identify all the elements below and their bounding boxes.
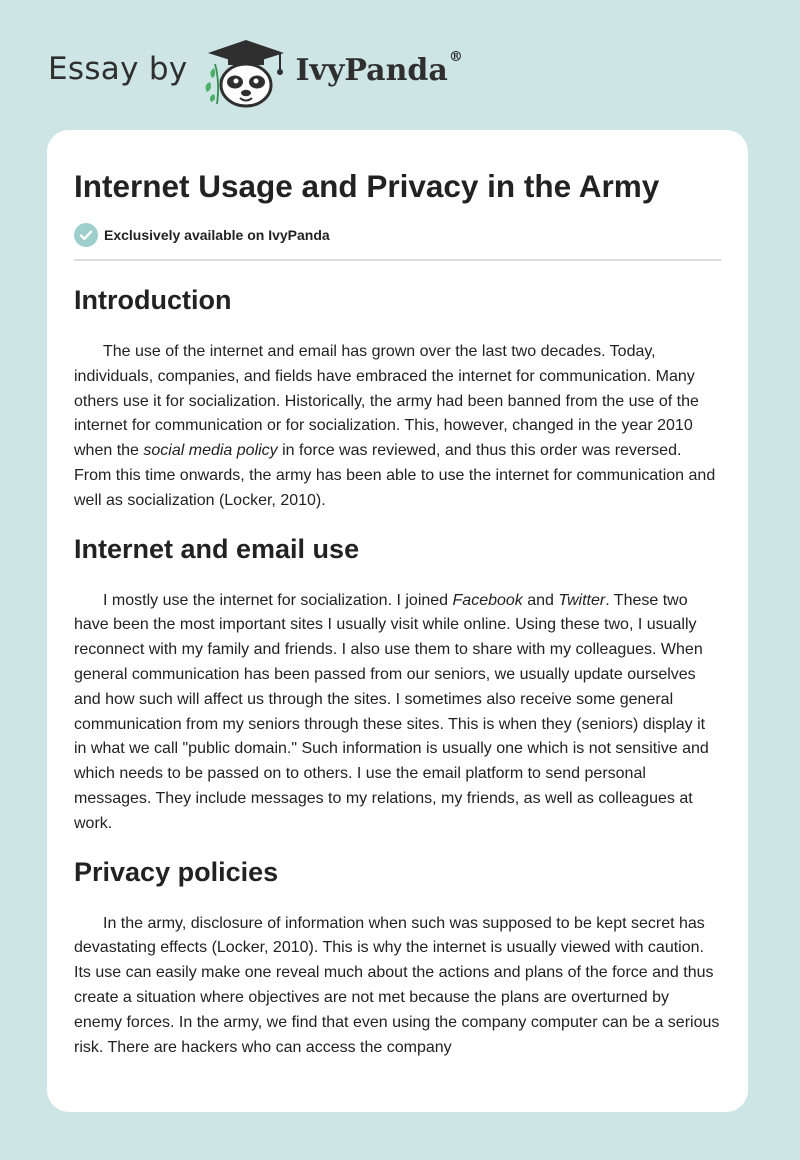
brand-name-text: IvyPanda bbox=[295, 52, 448, 88]
article-card bbox=[47, 130, 748, 1112]
section-heading-introduction: Introduction bbox=[74, 285, 232, 315]
section-heading-internet-email: Internet and email use bbox=[74, 533, 360, 564]
paragraph-text: The use of the internet and email has grown over the last two decades. Today, individuals, companies, and fields have embraced the internet for communication. Many others use it for socialization. Historically, the army had been banned from the use of the internet for communication or for socialization. This, however, changed in the year 2010 when the bbox=[74, 343, 699, 460]
paragraph-text: In the army, disclosure of information when such was supposed to be kept secret has devastating effects (Locker, 2010). This is why the internet is usually viewed with caution. Its use can easily make one reveal much about the actions and plans of the force and thus create a situation where objectives are not met because the plans are overturned by enemy forces. In the army, we find that even using the company computer can be a serious risk. There are hackers who can access the company bbox=[74, 914, 720, 1056]
section-heading-privacy: Privacy policies bbox=[74, 856, 279, 887]
paragraph-text: in force was reviewed, and thus this order was reversed. From this time onwards, the army has been able to use the internet for communication and well as socialization (Locker, 2010). bbox=[74, 442, 716, 509]
section-paragraph-internet-email bbox=[74, 589, 721, 837]
exclusive-badge bbox=[74, 223, 721, 247]
paragraph-emphasis: social media policy bbox=[143, 442, 278, 460]
check-circle-icon bbox=[74, 223, 98, 247]
brand-prefix: Essay by bbox=[48, 51, 188, 87]
paragraph-emphasis: Facebook bbox=[452, 591, 523, 609]
section-paragraph-introduction bbox=[74, 340, 721, 514]
paragraph-text: and bbox=[522, 591, 559, 609]
brand-header bbox=[48, 34, 463, 110]
registered-mark: ® bbox=[448, 48, 463, 65]
paragraph-text: . These two have been the most important sites I usually visit while online. Using these two, I usually reconnect with my family and friends. I also use them to share with my colleagues. When general communication has been passed from our seniors, we usually update ourselves and how such will affect us through the sites. I sometimes also receive some general communication from my seniors through these sites. This is when they (seniors) display it in what we call "public domain." Such information is usually one which is not sensitive and which needs to be passed on to others. I use the email platform to send personal messages. They include messages to my relations, my friends, as well as colleagues at work. bbox=[74, 591, 709, 832]
panda-logo-icon[interactable] bbox=[200, 34, 292, 110]
brand-name bbox=[295, 48, 463, 88]
page-title: Internet Usage and Privacy in the Army bbox=[74, 168, 660, 204]
paragraph-text: I mostly use the internet for socialization. I joined bbox=[103, 591, 453, 609]
divider bbox=[74, 259, 721, 261]
paragraph-emphasis: Twitter bbox=[558, 591, 606, 609]
section-paragraph-privacy bbox=[74, 912, 721, 1061]
exclusive-badge-label: Exclusively available on IvyPanda bbox=[104, 227, 330, 243]
